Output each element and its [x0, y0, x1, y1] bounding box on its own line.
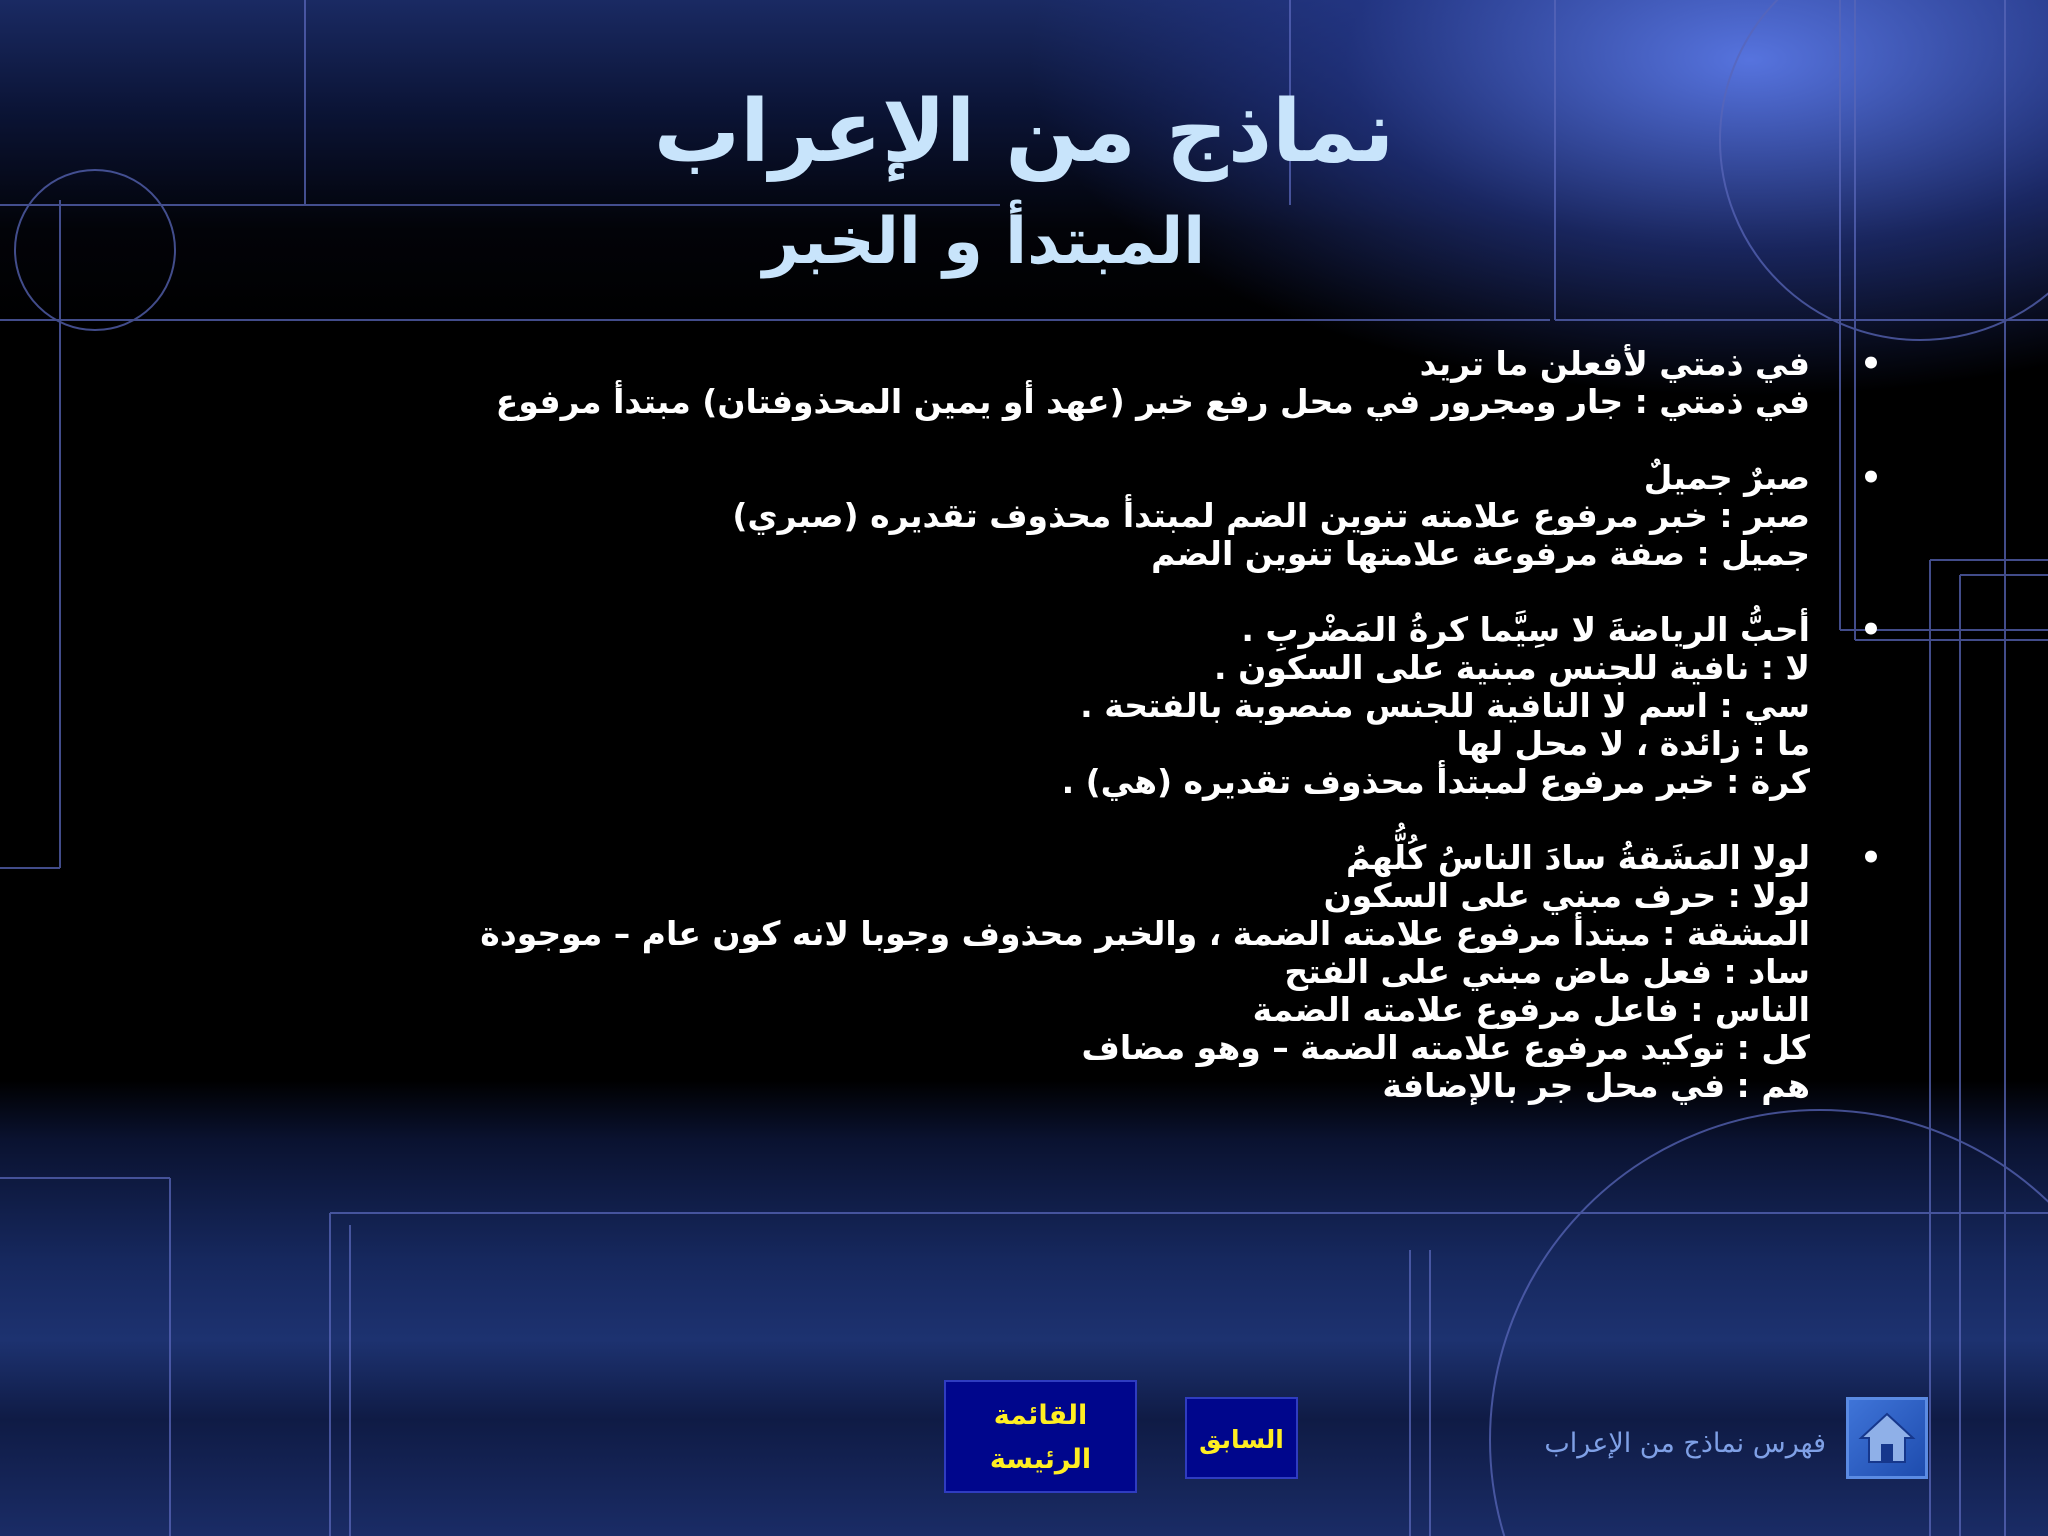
example-sentence: صبرٌ جميلٌ	[1643, 458, 1810, 497]
slide-content	[270, 344, 1882, 1143]
bullet-icon: •	[1860, 838, 1882, 878]
parsing-line: ما : زائدة ، لا محل لها	[1456, 724, 1810, 763]
page-title: نماذج من الإعراب	[653, 82, 1395, 182]
parsing-line: في ذمتي : جار ومجرور في محل رفع خبر (عهد أو يمين المحذوفتان) مبتدأ مرفوع	[495, 382, 1810, 421]
parsing-line: كرة : خبر مرفوع لمبتدأ محذوف تقديره (هي) .	[1061, 762, 1810, 801]
list-item	[270, 610, 1882, 801]
parsing-line: ساد : فعل ماض مبني على الفتح	[1284, 952, 1810, 991]
index-link[interactable]: فهرس نماذج من الإعراب	[1544, 1428, 1826, 1459]
parsing-line: كل : توكيد مرفوع علامته الضمة – وهو مضاف	[1081, 1028, 1810, 1067]
parsing-line: هم : في محل جر بالإضافة	[1382, 1066, 1810, 1105]
example-sentence: في ذمتي لأفعلن ما تريد	[1419, 344, 1810, 383]
list-item	[270, 458, 1882, 573]
parsing-line: الناس : فاعل مرفوع علامته الضمة	[1252, 990, 1810, 1029]
parsing-line: لولا : حرف مبني على السكون	[1323, 876, 1810, 915]
bullet-icon: •	[1860, 458, 1882, 498]
parsing-line: جميل : صفة مرفوعة علامتها تنوين الضم	[1151, 534, 1810, 573]
parsing-line: صبر : خبر مرفوع علامته تنوين الضم لمبتدأ محذوف تقديره (صبري)	[732, 496, 1810, 535]
parsing-line: سي : اسم لا النافية للجنس منصوبة بالفتحة .	[1080, 686, 1810, 725]
main-menu-label-line2: الرئيسة	[989, 1444, 1092, 1475]
list-item	[270, 838, 1882, 1105]
parsing-line: المشقة : مبتدأ مرفوع علامته الضمة ، والخبر محذوف وجوبا لانه كون عام – موجودة	[480, 914, 1810, 953]
home-icon	[1849, 1400, 1925, 1476]
previous-button[interactable]: السابق	[1185, 1397, 1298, 1479]
parsing-line: لا : نافية للجنس مبنية على السكون .	[1214, 648, 1810, 687]
main-menu-label-line1: القائمة	[993, 1400, 1088, 1431]
page-subtitle: المبتدأ و الخبر	[762, 205, 1206, 279]
bullet-icon: •	[1860, 344, 1882, 384]
bullet-icon: •	[1860, 610, 1882, 650]
list-item	[270, 344, 1882, 421]
main-menu-button[interactable]	[944, 1380, 1137, 1493]
example-sentence: أحبُّ الرياضةَ لا سِيَّما كرةُ المَضْربِ .	[1241, 610, 1810, 649]
example-sentence: لولا المَشَقةُ سادَ الناسُ كُلُّهمُ	[1346, 838, 1810, 877]
home-button[interactable]	[1846, 1397, 1928, 1479]
